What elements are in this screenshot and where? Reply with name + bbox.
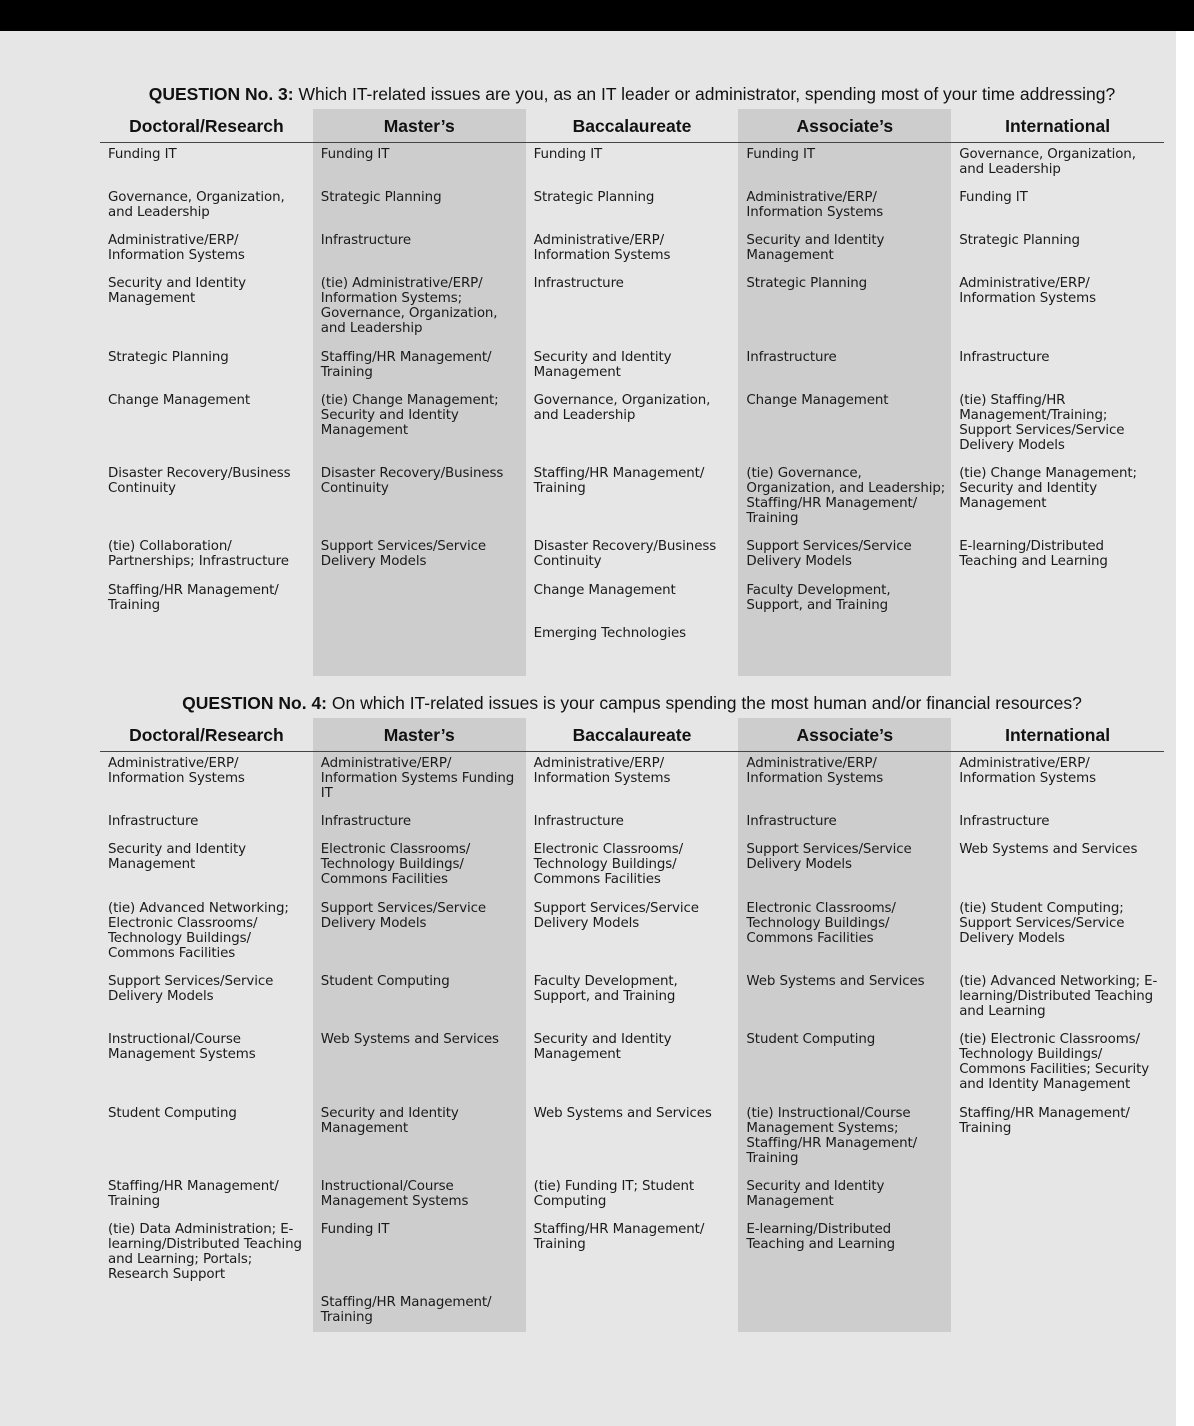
table-cell: Change Management (108, 393, 251, 408)
table-cell: (tie) Change Management; Security and Identity Management (959, 466, 1137, 511)
table-cell: Governance, Organization, and Leadership (959, 147, 1136, 177)
column-header: Associate’s (796, 116, 894, 136)
question-text: Which IT-related issues are you, as an IT leader or administrator, spending most of your time addressing? (293, 84, 1116, 104)
column-header: Doctoral/Research (129, 116, 284, 136)
table-cell: (tie) Advanced Networking; Electronic Classrooms/ Technology Buildings/ Commons Facilities (108, 901, 289, 961)
question-number-label: QUESTION No. 3: (148, 84, 294, 104)
table-cell: Funding IT (533, 147, 603, 162)
table-cell: (tie) Instructional/Course Management Systems; Staffing/HR Management/ Training (746, 1106, 918, 1166)
table-cell: Strategic Planning (108, 350, 229, 365)
question-4-title (100, 693, 1164, 714)
table-cell: Security and Identity Management (108, 842, 246, 872)
table-cell: Infrastructure (108, 814, 199, 829)
table-cell: Security and Identity Management (746, 1179, 885, 1209)
table-cell: Electronic Classrooms/ Technology Buildings/ Commons Facilities (533, 842, 684, 887)
table-cell: Support Services/Service Delivery Models (533, 901, 699, 931)
column-header: Doctoral/Research (129, 725, 284, 745)
table-cell: Infrastructure (959, 814, 1050, 829)
table-cell: Infrastructure (959, 350, 1050, 365)
column-header: International (1005, 725, 1111, 745)
question-number-label: QUESTION No. 4: (182, 693, 328, 713)
table-cell: (tie) Data Administration; E- learning/Distributed Teaching and Learning; Portals; Research Support (108, 1222, 302, 1282)
question-3-title (100, 84, 1164, 105)
table-cell: Funding IT (320, 1222, 390, 1237)
header-rule (100, 142, 1164, 143)
column-header: Associate’s (796, 725, 894, 745)
table-cell: Support Services/Service Delivery Models (320, 539, 487, 569)
table-cell: Administrative/ERP/ Information Systems (746, 190, 884, 220)
table-cell: Web Systems and Services (320, 1032, 499, 1047)
table-cell: Security and Identity Management (533, 350, 672, 380)
table-cell: Staffing/HR Management/ Training (533, 466, 705, 496)
table-cell: Administrative/ERP/ Information Systems (959, 276, 1096, 306)
table-cell: Disaster Recovery/Business Continuity (533, 539, 717, 569)
table-cell: Administrative/ERP/ Information Systems (108, 233, 245, 263)
table-cell: Strategic Planning (746, 276, 868, 291)
table-cell: E-learning/Distributed Teaching and Learning (959, 539, 1108, 569)
table-cell: Web Systems and Services (533, 1106, 712, 1121)
table-cell: Staffing/HR Management/ Training (320, 1295, 492, 1325)
table-cell: Support Services/Service Delivery Models (746, 842, 912, 872)
table-cell: Change Management (533, 583, 676, 598)
column-header: Master’s (383, 116, 455, 136)
table-cell: Infrastructure (320, 814, 412, 829)
question-text: On which IT-related issues is your campus spending the most human and/or financial resources? (327, 693, 1082, 713)
table-cell: Security and Identity Management (533, 1032, 672, 1062)
table-cell: Security and Identity Management (746, 233, 885, 263)
top-black-bar (0, 0, 1194, 31)
table-cell: Staffing/HR Management/ Training (108, 583, 279, 613)
table-cell: Security and Identity Management (320, 1106, 459, 1136)
table-cell: Student Computing (746, 1032, 876, 1047)
table-cell: (tie) Governance, Organization, and Leadership; Staffing/HR Management/ Training (746, 466, 946, 526)
table-cell: (tie) Change Management; Security and Identity Management (320, 393, 499, 438)
table-cell: Change Management (746, 393, 889, 408)
table-cell: Funding IT (746, 147, 815, 162)
table-cell: Support Services/Service Delivery Models (746, 539, 912, 569)
header-rule (100, 751, 1164, 752)
table-cell: E-learning/Distributed Teaching and Learning (746, 1222, 896, 1252)
table-cell: Infrastructure (746, 350, 837, 365)
table-cell: Disaster Recovery/Business Continuity (320, 466, 504, 496)
table-cell: Staffing/HR Management/ Training (320, 350, 492, 380)
table-cell: Faculty Development, Support, and Training (746, 583, 891, 613)
table-cell: Strategic Planning (959, 233, 1080, 248)
column-header: Baccalaureate (572, 116, 692, 136)
table-cell: Funding IT (320, 147, 390, 162)
table-cell: Web Systems and Services (746, 974, 925, 989)
table-cell: Infrastructure (320, 233, 412, 248)
table-cell: Electronic Classrooms/ Technology Buildings/ Commons Facilities (746, 901, 896, 946)
question-3-table (100, 109, 1164, 676)
table-cell: Student Computing (108, 1106, 237, 1121)
table-cell: Student Computing (320, 974, 450, 989)
table-cell: Strategic Planning (533, 190, 655, 205)
table-cell: (tie) Funding IT; Student Computing (533, 1179, 695, 1209)
table-cell: Administrative/ERP/ Information Systems (533, 756, 671, 786)
table-cell: Security and Identity Management (108, 276, 246, 306)
table-cell: Staffing/HR Management/ Training (959, 1106, 1130, 1136)
table-cell: Administrative/ERP/ Information Systems Funding IT (320, 756, 515, 801)
shaded-column-background (313, 718, 526, 1332)
table-cell: Instructional/Course Management Systems (108, 1032, 256, 1062)
table-cell: Administrative/ERP/ Information Systems (959, 756, 1096, 786)
table-cell: (tie) Electronic Classrooms/ Technology Buildings/ Commons Facilities; Security and Identity Management (959, 1032, 1150, 1092)
column-header: Master’s (383, 725, 455, 745)
table-cell: Infrastructure (746, 814, 837, 829)
table-cell: Infrastructure (533, 814, 624, 829)
column-header: International (1005, 116, 1111, 136)
table-cell: (tie) Student Computing; Support Services/Service Delivery Models (959, 901, 1125, 946)
table-cell: Emerging Technologies (533, 626, 686, 641)
column-header: Baccalaureate (572, 725, 692, 745)
table-cell: (tie) Administrative/ERP/ Information Systems; Governance, Organization, and Leadership (320, 276, 498, 336)
table-cell: Faculty Development, Support, and Training (533, 974, 678, 1004)
table-cell: Administrative/ERP/ Information Systems (533, 233, 671, 263)
table-cell: Administrative/ERP/ Information Systems (746, 756, 884, 786)
question-4-table (100, 718, 1164, 1332)
table-cell: Strategic Planning (320, 190, 442, 205)
table-cell: (tie) Staffing/HR Management/Training; Support Services/Service Delivery Models (959, 393, 1125, 453)
table-cell: (tie) Advanced Networking; E- learning/Distributed Teaching and Learning (959, 974, 1158, 1019)
table-cell: Governance, Organization, and Leadership (533, 393, 711, 423)
table-cell: Support Services/Service Delivery Models (108, 974, 274, 1004)
table-cell: Funding IT (959, 190, 1028, 205)
table-cell: Disaster Recovery/Business Continuity (108, 466, 291, 496)
table-cell: Staffing/HR Management/ Training (533, 1222, 705, 1252)
table-cell: Support Services/Service Delivery Models (320, 901, 487, 931)
table-cell: Infrastructure (533, 276, 624, 291)
table-cell: Governance, Organization, and Leadership (108, 190, 285, 220)
table-cell: Instructional/Course Management Systems (320, 1179, 469, 1209)
table-cell: Staffing/HR Management/ Training (108, 1179, 279, 1209)
table-cell: Funding IT (108, 147, 177, 162)
table-cell: (tie) Collaboration/ Partnerships; Infrastructure (108, 539, 289, 569)
table-cell: Administrative/ERP/ Information Systems (108, 756, 245, 786)
table-cell: Electronic Classrooms/ Technology Buildings/ Commons Facilities (320, 842, 471, 887)
table-cell: Web Systems and Services (959, 842, 1138, 857)
